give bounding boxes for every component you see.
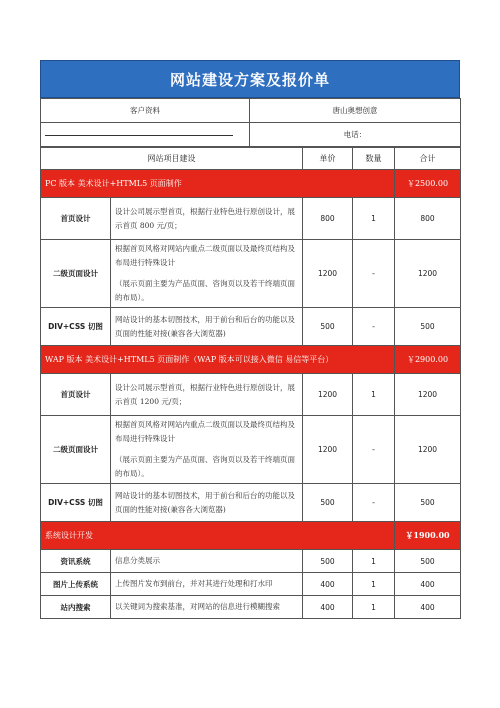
- table-row: [41, 596, 461, 619]
- item-description-text: 设计公司展示型首页，根据行业特色进行原创设计，展示首页 1200 元/页；: [115, 382, 295, 406]
- item-description-text: （展示页面主要为产品页面、咨询页以及若干终端页面的布局）。: [115, 455, 295, 478]
- quote-document: [40, 60, 460, 619]
- item-description: [111, 484, 303, 522]
- item-description-text: 根据首页风格对网站内重点二级页面以及最终页结构及布局进行特殊设计: [115, 244, 295, 267]
- column-header-total: 合计: [395, 148, 461, 170]
- section-header-row: [41, 522, 461, 550]
- quote-table: [40, 147, 461, 619]
- document-title: 网站建设方案及报价单: [40, 60, 460, 98]
- item-total: 400: [395, 596, 461, 619]
- table-row: [41, 308, 461, 346]
- item-name: 图片上传系统: [41, 573, 111, 596]
- table-row: [41, 416, 461, 484]
- item-qty: 1: [353, 596, 395, 619]
- item-description: [111, 573, 303, 596]
- section-subtotal: ￥2900.00: [395, 346, 461, 374]
- item-description-text: 信息分类展示: [115, 556, 160, 565]
- section-title: WAP 版本 美术设计+HTML5 页面制作（WAP 版本可以接入微信 易信等平台）: [41, 346, 395, 374]
- item-qty: -: [353, 308, 395, 346]
- item-name: DIV+CSS 切图: [41, 308, 111, 346]
- table-row: [41, 550, 461, 573]
- section-subtotal: ￥1900.00: [395, 522, 461, 550]
- item-description-text: 以关键词为搜索基准，对网站的信息进行模糊搜索: [115, 602, 280, 611]
- item-name: 二级页面设计: [41, 240, 111, 308]
- item-qty: 1: [353, 573, 395, 596]
- item-name: 首页设计: [41, 198, 111, 240]
- section-subtotal: ￥2500.00: [395, 170, 461, 198]
- item-total: 400: [395, 573, 461, 596]
- table-row: [41, 374, 461, 416]
- item-qty: 1: [353, 198, 395, 240]
- item-qty: -: [353, 416, 395, 484]
- item-total: 500: [395, 550, 461, 573]
- phone-label: 电话：: [250, 123, 461, 147]
- item-qty: 1: [353, 550, 395, 573]
- item-description: [111, 550, 303, 573]
- item-description: [111, 240, 303, 308]
- item-price: 400: [303, 573, 353, 596]
- client-company: 唐山奥想创意: [250, 99, 461, 123]
- item-name: 首页设计: [41, 374, 111, 416]
- table-row: [41, 484, 461, 522]
- item-price: 400: [303, 596, 353, 619]
- item-description: [111, 308, 303, 346]
- column-header-qty: 数量: [353, 148, 395, 170]
- item-description: [111, 374, 303, 416]
- item-price: 800: [303, 198, 353, 240]
- table-row: [41, 573, 461, 596]
- section-title: PC 版本 美术设计+HTML5 页面制作: [41, 170, 395, 198]
- item-description-text: 网站设计的基本切图技术，用于前台和后台的功能以及页面的性能对接(兼容各大浏览器): [115, 314, 295, 338]
- item-price: 500: [303, 308, 353, 346]
- item-name: 站内搜索: [41, 596, 111, 619]
- item-qty: 1: [353, 374, 395, 416]
- table-header-row: [41, 148, 461, 170]
- item-qty: -: [353, 240, 395, 308]
- item-name: DIV+CSS 切图: [41, 484, 111, 522]
- item-total: 1200: [395, 416, 461, 484]
- item-price: 1200: [303, 240, 353, 308]
- item-total: 500: [395, 308, 461, 346]
- column-header-price: 单价: [303, 148, 353, 170]
- item-price: 500: [303, 550, 353, 573]
- table-row: [41, 240, 461, 308]
- item-total: 500: [395, 484, 461, 522]
- table-row: [41, 198, 461, 240]
- item-total: 800: [395, 198, 461, 240]
- client-name-blank: [41, 123, 250, 147]
- item-description-text: 设计公司展示型首页，根据行业特色进行原创设计，展示首页 800 元/页；: [115, 206, 295, 230]
- blank-line: [45, 134, 233, 136]
- item-name: 资讯系统: [41, 550, 111, 573]
- item-price: 1200: [303, 416, 353, 484]
- item-description-text: 上传图片发布到前台，并对其进行处理和打水印: [115, 579, 273, 588]
- item-qty: -: [353, 484, 395, 522]
- client-label: 客户资料: [41, 99, 250, 123]
- item-name: 二级页面设计: [41, 416, 111, 484]
- section-header-row: [41, 170, 461, 198]
- section-title: 系统设计开发: [41, 522, 395, 550]
- item-price: 500: [303, 484, 353, 522]
- section-header-row: [41, 346, 461, 374]
- item-description-text: 网站设计的基本切图技术，用于前台和后台的功能以及页面的性能对接(兼容各大浏览器): [115, 490, 295, 514]
- column-header-project: 网站项目建设: [41, 148, 303, 170]
- item-total: 1200: [395, 240, 461, 308]
- item-description: [111, 596, 303, 619]
- item-description-text: 根据首页风格对网站内重点二级页面以及最终页结构及布局进行特殊设计: [115, 420, 295, 443]
- item-total: 1200: [395, 374, 461, 416]
- item-description: [111, 198, 303, 240]
- item-price: 1200: [303, 374, 353, 416]
- item-description-text: （展示页面主要为产品页面、咨询页以及若干终端页面的布局）。: [115, 279, 295, 302]
- item-description: [111, 416, 303, 484]
- client-info-table: [40, 98, 461, 147]
